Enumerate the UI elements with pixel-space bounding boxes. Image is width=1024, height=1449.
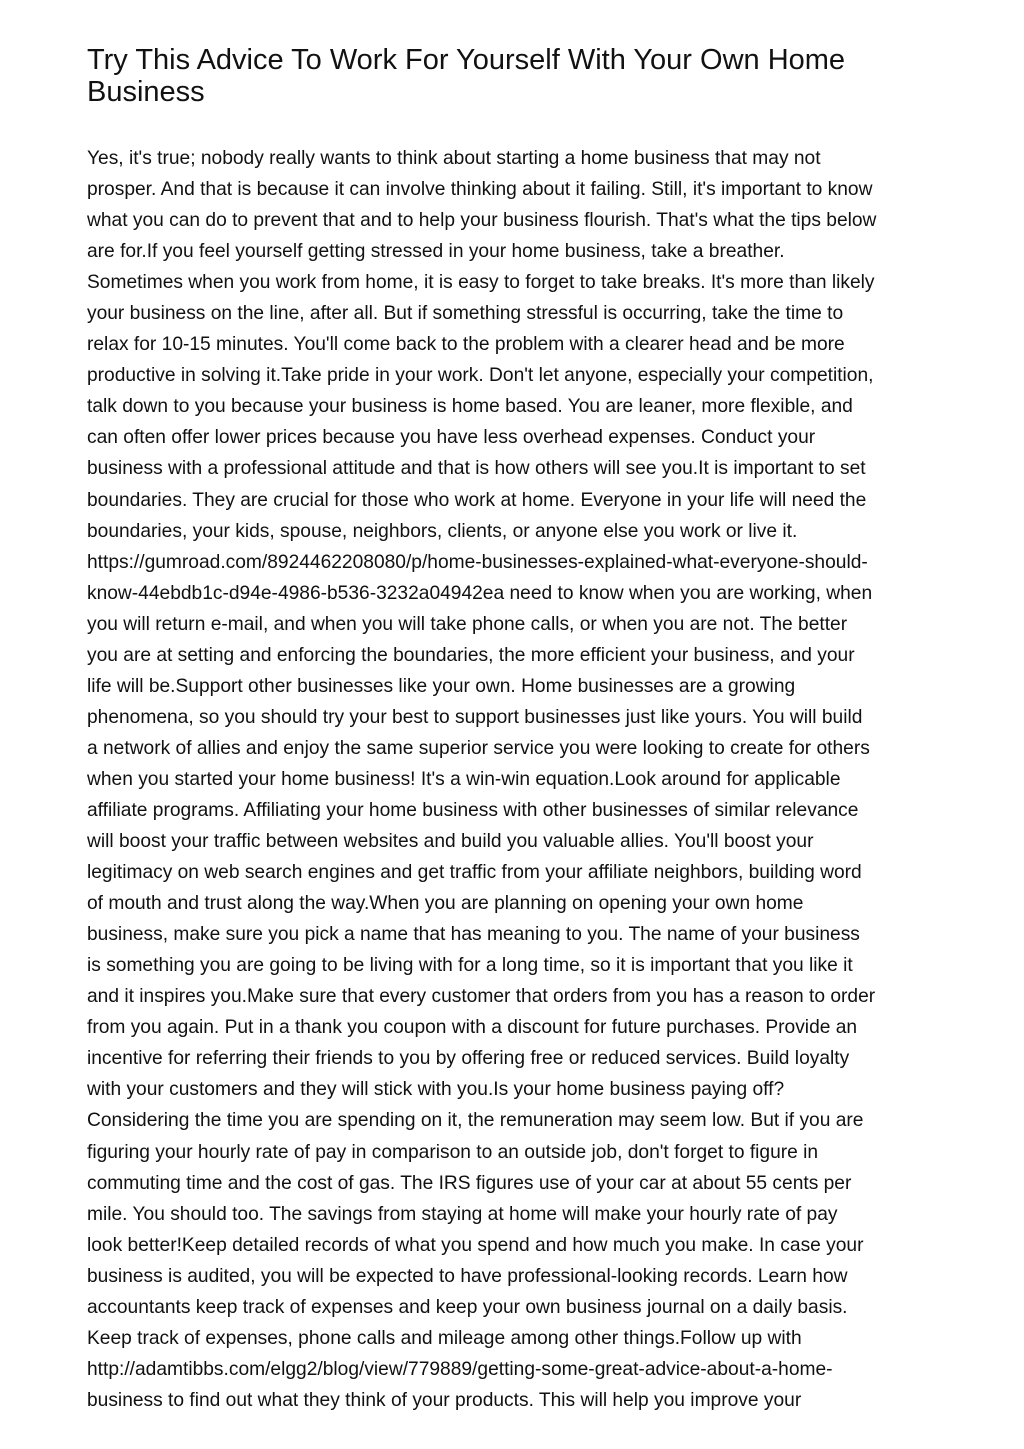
body-line: productive in solving it.Take pride in your work. Don't let anyone, especially your competition, [87, 365, 874, 387]
body-line: can often offer lower prices because you have less overhead expenses. Conduct your [87, 427, 816, 449]
body-line: incentive for referring their friends to you by offering free or reduced services. Build loyalty [87, 1048, 850, 1070]
body-line: what you can do to prevent that and to help your business flourish. That's what the tips below [87, 210, 877, 232]
body-line: legitimacy on web search engines and get traffic from your affiliate neighbors, building word [87, 862, 862, 884]
body-line: Sometimes when you work from home, it is easy to forget to take breaks. It's more than likely [87, 272, 875, 294]
body-line: business, make sure you pick a name that has meaning to you. The name of your business [87, 924, 860, 946]
body-line: Keep track of expenses, phone calls and mileage among other things.Follow up with [87, 1327, 802, 1349]
body-line: your business on the line, after all. But if something stressful is occurring, take the time to [87, 303, 844, 325]
body-line: of mouth and trust along the way.When you are planning on opening your own home [87, 893, 804, 915]
body-line: a network of allies and enjoy the same superior service you were looking to create for others [87, 737, 870, 759]
body-line: prosper. And that is because it can involve thinking about it failing. Still, it's important to know [87, 179, 873, 201]
body-line: boundaries. They are crucial for those who work at home. Everyone in your life will need the [87, 489, 867, 511]
body-line: Yes, it's true; nobody really wants to think about starting a home business that may not [87, 148, 821, 169]
body-line: business to find out what they think of your products. This will help you improve your [87, 1389, 802, 1411]
body-line: you will return e-mail, and when you will take phone calls, or when you are not. The better [87, 613, 848, 635]
page-title [87, 44, 947, 108]
body-line: figuring your hourly rate of pay in comparison to an outside job, don't forget to figure in [87, 1141, 819, 1163]
body-line: you are at setting and enforcing the boundaries, the more efficient your business, and your [87, 644, 855, 666]
body-line: business with a professional attitude and that is how others will see you.It is important to set [87, 458, 866, 480]
body-line: know-44ebdb1c-d94e-4986-b536-3232a04942ea need to know when you are working, when [87, 582, 873, 604]
body-line: affiliate programs. Affiliating your home business with other businesses of similar relevance [87, 799, 859, 821]
body-line: is something you are going to be living with for a long time, so it is important that you like it [87, 955, 853, 977]
body-line: relax for 10-15 minutes. You'll come back to the problem with a clearer head and be more [87, 334, 845, 356]
body-line: and it inspires you.Make sure that every customer that orders from you has a reason to order [87, 986, 876, 1008]
body-line: commuting time and the cost of gas. The IRS figures use of your car at about 55 cents per [87, 1172, 852, 1194]
body-line: look better!Keep detailed records of what you spend and how much you make. In case your [87, 1234, 864, 1256]
body-line: phenomena, so you should try your best to support businesses just like yours. You will build [87, 706, 863, 728]
body-line: will boost your traffic between websites and build you valuable allies. You'll boost your [87, 831, 814, 853]
body-line: Considering the time you are spending on it, the remuneration may seem low. But if you are [87, 1110, 864, 1132]
body-line: talk down to you because your business is home based. You are leaner, more flexible, and [87, 396, 853, 418]
body-line: with your customers and they will stick with you.Is your home business paying off? [87, 1079, 785, 1101]
body-line: http://adamtibbs.com/elgg2/blog/view/779889/getting-some-great-advice-about-a-home- [87, 1358, 833, 1380]
title-line: Business [87, 76, 205, 108]
title-line: Try This Advice To Work For Yourself With Your Own Home [87, 44, 846, 76]
body-line: life will be.Support other businesses like your own. Home businesses are a growing [87, 675, 796, 697]
body-line: boundaries, your kids, spouse, neighbors, clients, or anyone else you work or live it. [87, 520, 798, 542]
body-line: from you again. Put in a thank you coupon with a discount for future purchases. Provide an [87, 1017, 858, 1039]
body-line: business is audited, you will be expected to have professional-looking records. Learn how [87, 1265, 848, 1287]
body-line: when you started your home business! It's a win-win equation.Look around for applicable [87, 768, 841, 790]
body-line: accountants keep track of expenses and keep your own business journal on a daily basis. [87, 1296, 848, 1318]
body-line: are for.If you feel yourself getting stressed in your home business, take a breather. [87, 241, 785, 263]
body-line: https://gumroad.com/8924462208080/p/home-businesses-explained-what-everyone-should- [87, 551, 868, 573]
body-text [87, 143, 947, 1416]
body-line: mile. You should too. The savings from staying at home will make your hourly rate of pay [87, 1203, 838, 1225]
